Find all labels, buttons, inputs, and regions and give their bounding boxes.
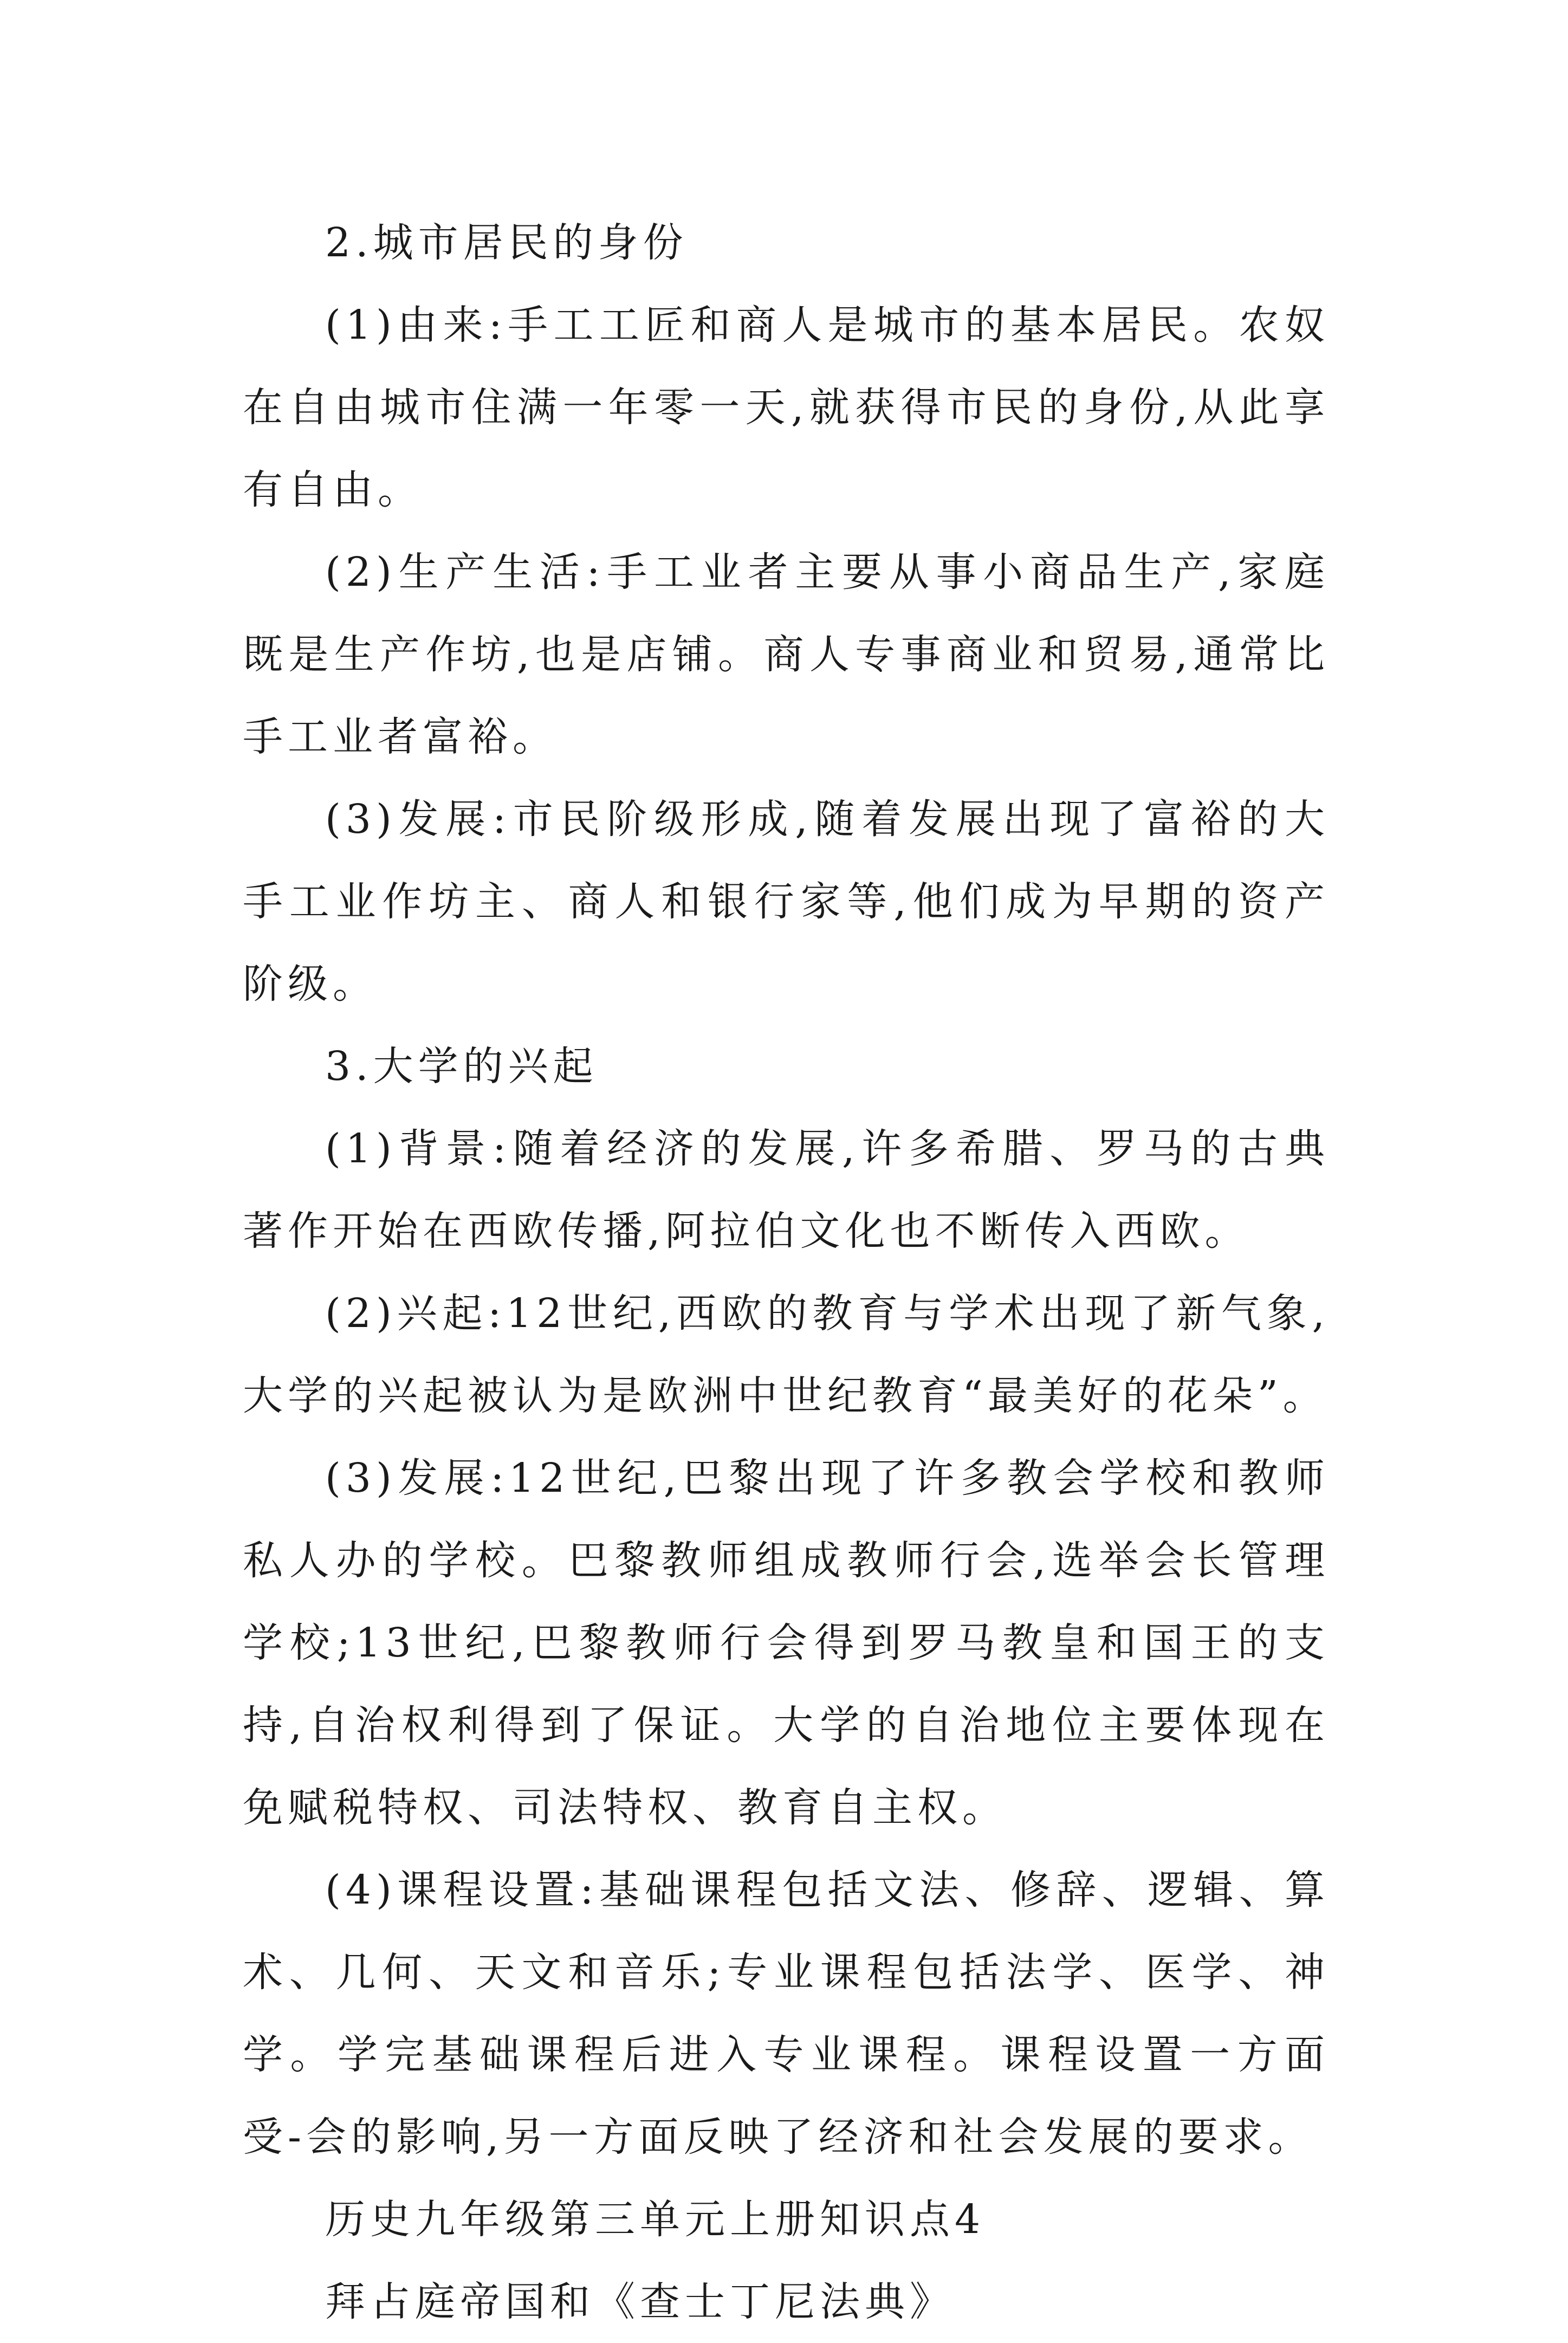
paragraph-origin: (1)由来:手工工匠和商人是城市的基本居民。农奴在自由城市住满一年零一天,就获得市民的身份,从此享有自由。 — [243, 302, 1330, 513]
paragraph-development: (3)发展:市民阶级形成,随着发展出现了富裕的大手工业作坊主、商人和银行家等,他们成为早期的资产阶级。 — [243, 796, 1330, 1007]
paragraph-university-development: (3)发展:12世纪,巴黎出现了许多教会学校和教师私人办的学校。巴黎教师组成教师行会,选举会长管理学校;13世纪,巴黎教师行会得到罗马教皇和国王的支持,自治权利得到了保证。大学的自治地位主要体现在免赋税特权、司法特权、教育自主权。 — [243, 1455, 1330, 1831]
paragraph-curriculum: (4)课程设置:基础课程包括文法、修辞、逻辑、算术、几何、天文和音乐;专业课程包括法学、医学、神学。学完基础课程后进入专业课程。课程设置一方面受-会的影响,另一方面反映了经济和社会发展的要求。 — [243, 1867, 1330, 2160]
paragraph-rise: (2)兴起:12世纪,西欧的教育与学术出现了新气象,大学的兴起被认为是欧洲中世纪教育“最美好的花朵”。 — [243, 1290, 1330, 1419]
paragraph-background: (1)背景:随着经济的发展,许多希腊、罗马的古典著作开始在西欧传播,阿拉伯文化也不断传入西欧。 — [243, 1125, 1330, 1254]
section-heading-universities: 3.大学的兴起 — [325, 1043, 598, 1090]
document-body — [243, 202, 1330, 2343]
section-heading-byzantine-empire: 拜占庭帝国和《查士丁尼法典》 — [325, 2279, 955, 2325]
paragraph-production-life: (2)生产生活:手工业者主要从事小商品生产,家庭既是生产作坊,也是店铺。商人专事商业和贸易,通常比手工业者富裕。 — [243, 549, 1330, 760]
section-heading-knowledge-point-4: 历史九年级第三单元上册知识点4 — [325, 2196, 986, 2243]
section-heading-city-residents: 2.城市居民的身份 — [325, 219, 688, 266]
